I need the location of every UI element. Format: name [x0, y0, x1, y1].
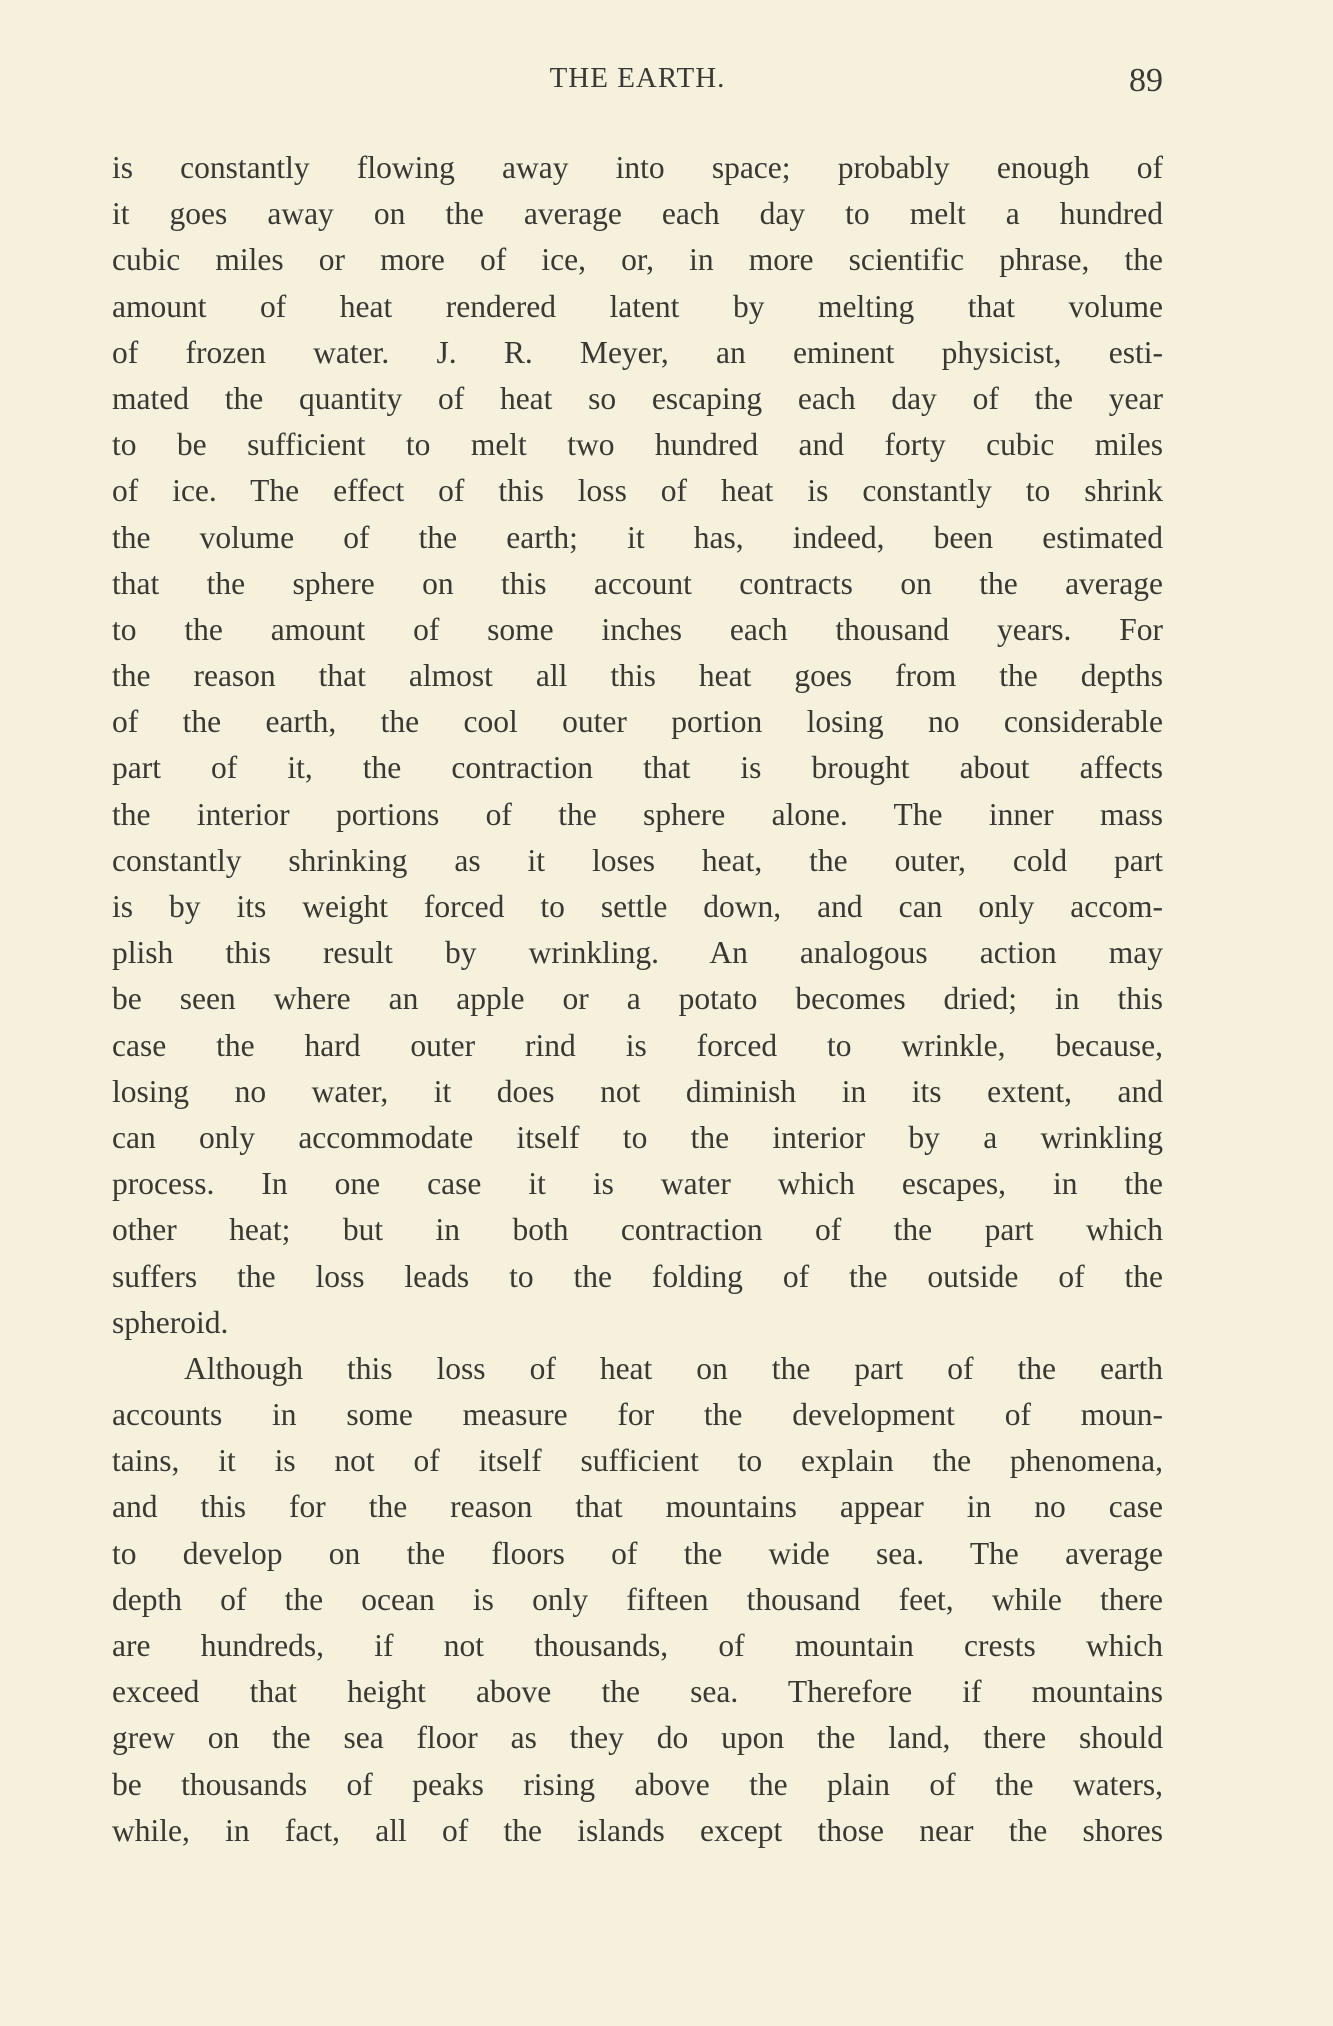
text-line: the reason that almost all this heat goes from the depths — [112, 658, 1163, 694]
text-line: grew on the sea floor as they do upon the land, there should — [112, 1720, 1163, 1756]
text-line: suffers the loss leads to the folding of the outside of the — [112, 1258, 1163, 1294]
text-line: are hundreds, if not thousands, of mountain crests which — [112, 1628, 1163, 1663]
text-line: is by its weight forced to settle down, and can only accom- — [112, 889, 1163, 924]
text-line: is constantly flowing away into space; probably enough of — [112, 150, 1163, 185]
running-title: THE EARTH. — [549, 62, 726, 94]
paragraph — [112, 1346, 1163, 1854]
body-text — [112, 145, 1163, 1854]
text-line: to develop on the floors of the wide sea. The average — [112, 1535, 1163, 1571]
page-number: 89 — [1129, 62, 1163, 99]
text-line: cubic miles or more of ice, or, in more scientific phrase, the — [112, 242, 1163, 278]
text-line: accounts in some measure for the development of moun- — [112, 1397, 1163, 1433]
text-line: exceed that height above the sea. Therefore if mountains — [112, 1674, 1163, 1710]
text-line: depth of the ocean is only fifteen thousand feet, while there — [112, 1581, 1163, 1617]
text-line: the interior portions of the sphere alone. The inner mass — [112, 796, 1163, 832]
text-line: and this for the reason that mountains appear in no case — [112, 1489, 1163, 1525]
text-line: other heat; but in both contraction of the part which — [112, 1212, 1163, 1248]
text-line: be thousands of peaks rising above the plain of the waters, — [112, 1766, 1163, 1802]
text-line: while, in fact, all of the islands except those near the shores — [112, 1812, 1163, 1848]
text-line: the volume of the earth; it has, indeed, been estimated — [112, 519, 1163, 555]
text-line: plish this result by wrinkling. An analogous action may — [112, 935, 1163, 971]
text-line: be seen where an apple or a potato becomes dried; in this — [112, 981, 1163, 1017]
text-line: losing no water, it does not diminish in its extent, and — [112, 1073, 1163, 1109]
text-line: of ice. The effect of this loss of heat is constantly to shrink — [112, 473, 1163, 509]
page-header — [112, 62, 1163, 106]
text-line: tains, it is not of itself sufficient to explain the phenomena, — [112, 1443, 1163, 1479]
text-line: process. In one case it is water which escapes, in the — [112, 1166, 1163, 1202]
text-line: of the earth, the cool outer portion losing no considerable — [112, 704, 1163, 740]
text-line: Although this loss of heat on the part of the earth — [184, 1350, 1163, 1386]
paragraph — [112, 145, 1163, 1346]
text-line: can only accommodate itself to the interior by a wrinkling — [112, 1119, 1163, 1155]
text-line: of frozen water. J. R. Meyer, an eminent physicist, esti- — [112, 334, 1163, 370]
text-line: spheroid. — [112, 1304, 229, 1340]
text-line: mated the quantity of heat so escaping each day of the year — [112, 380, 1163, 416]
text-line: to the amount of some inches each thousand years. For — [112, 611, 1163, 647]
text-line: case the hard outer rind is forced to wrinkle, because, — [112, 1027, 1163, 1063]
text-line: constantly shrinking as it loses heat, the outer, cold part — [112, 842, 1163, 878]
text-line: that the sphere on this account contracts on the average — [112, 565, 1163, 601]
text-line: it goes away on the average each day to melt a hundred — [112, 196, 1163, 232]
text-line: amount of heat rendered latent by melting that volume — [112, 288, 1163, 324]
text-line: to be sufficient to melt two hundred and forty cubic miles — [112, 427, 1163, 463]
text-line: part of it, the contraction that is brought about affects — [112, 750, 1163, 786]
